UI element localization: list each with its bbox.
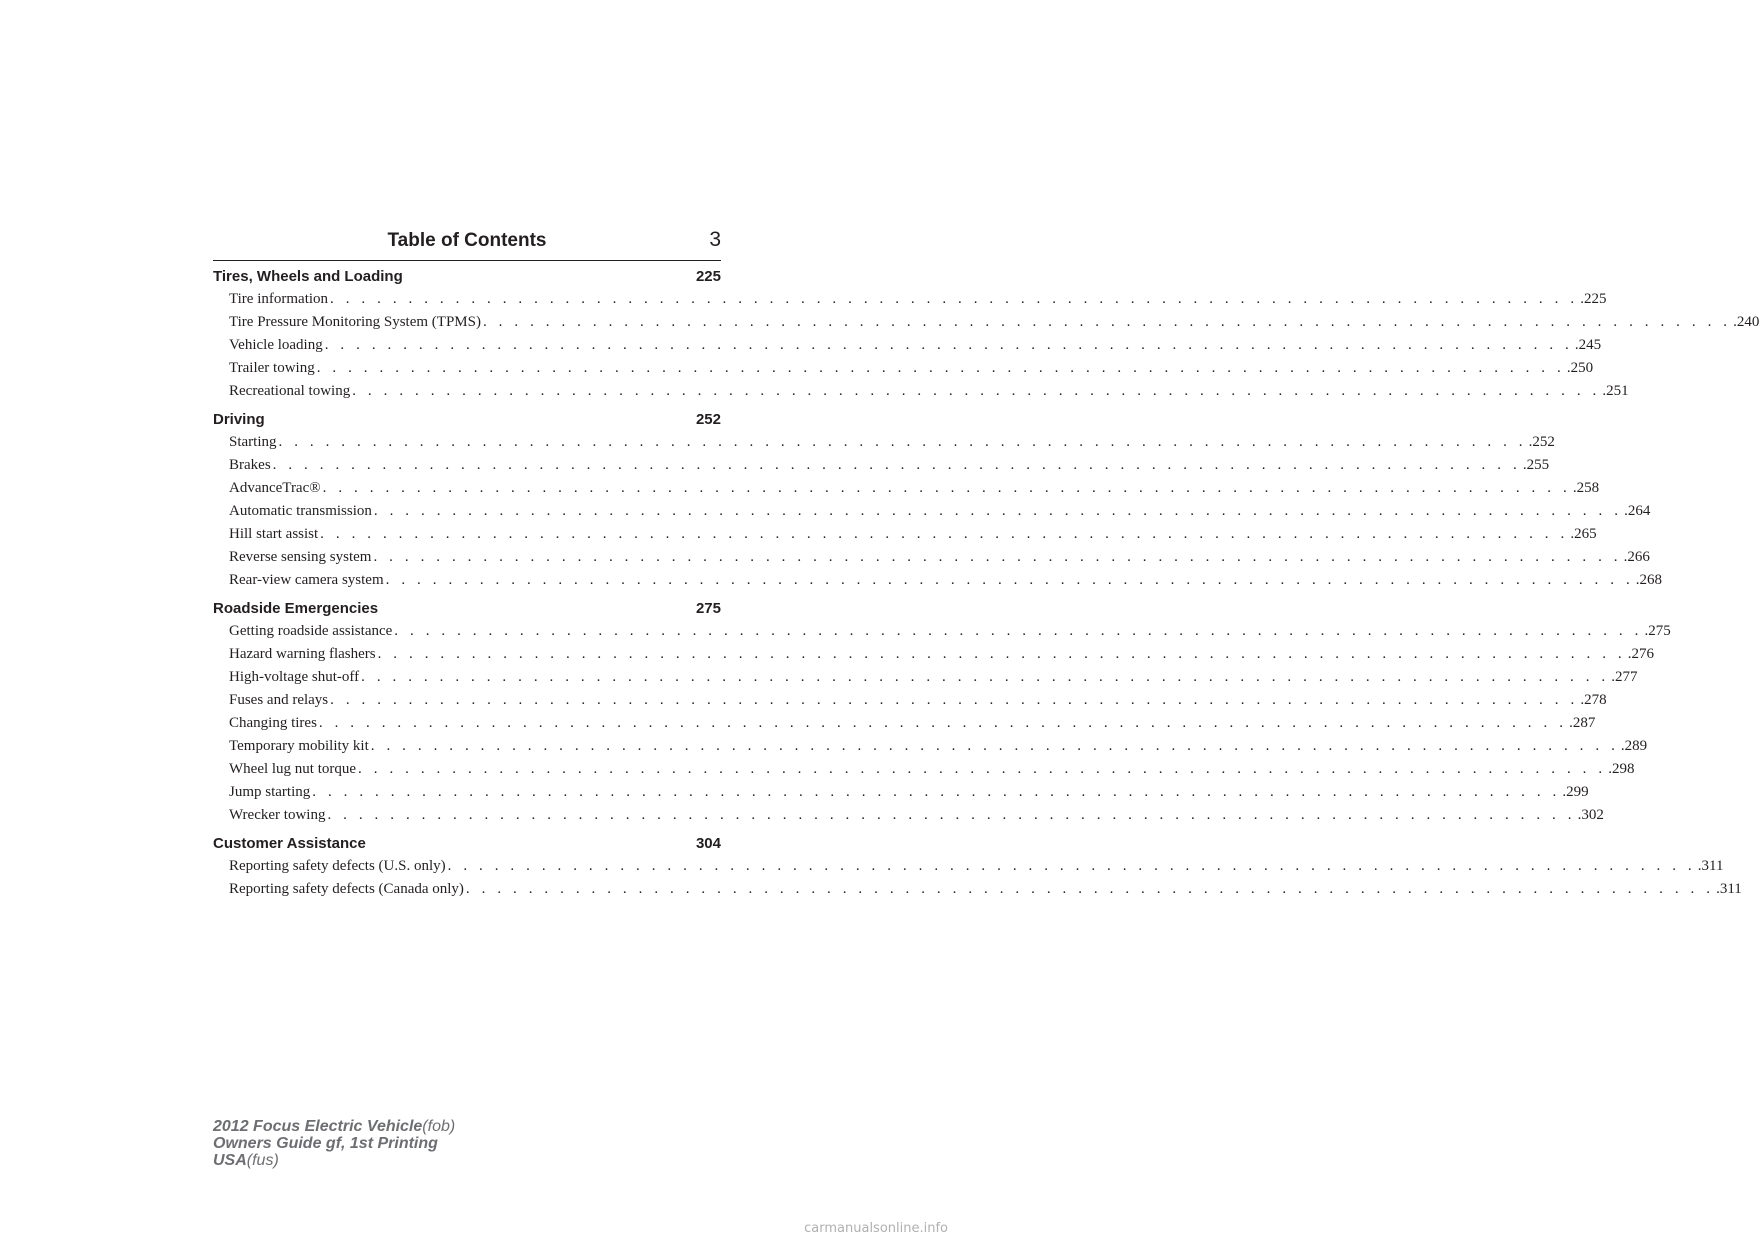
entry-label: Tire Pressure Monitoring System (TPMS) (229, 314, 481, 330)
dot-leader: . . . . . . . . . . . . . . . . . . . . . . . . . . . . . . . . . . . . . . . . . . . . . . . . . . . . . . . . . . . . . . . . . . . . . . . . . . . . . . . . (447, 858, 1696, 874)
section-title: Customer Assistance (213, 835, 366, 852)
page-title: Table of Contents (387, 230, 547, 251)
toc-entry[interactable] (213, 434, 1555, 457)
footer-model: 2012 Focus Electric Vehicle (213, 1118, 423, 1135)
footer-model-code: (fob) (422, 1118, 456, 1135)
entry-label: Changing tires (229, 715, 317, 731)
section-page: 225 (695, 268, 721, 285)
dot-leader: . . . . . . . . . . . . . . . . . . . . . . . . . . . . . . . . . . . . . . . . . . . . . . . . . . . . . . . . . . . . . . . . . . . . . . . . . . . . . . . . (385, 572, 1634, 588)
toc-entry[interactable] (213, 503, 1651, 526)
entry-page: .277 (1611, 669, 1638, 685)
toc-section-heading[interactable] (213, 268, 721, 291)
dot-leader: . . . . . . . . . . . . . . . . . . . . . . . . . . . . . . . . . . . . . . . . . . . . . . . . . . . . . . . . . . . . . . . . . . . . . . . . . . . . . . . . (312, 784, 1561, 800)
dot-leader: . . . . . . . . . . . . . . . . . . . . . . . . . . . . . . . . . . . . . . . . . . . . . . . . . . . . . . . . . . . . . . . . . . . . . . . . . . . . . . . . (373, 549, 1622, 565)
toc-entry[interactable] (213, 807, 1604, 830)
entry-label: Hazard warning flashers (229, 646, 376, 662)
entry-label: High-voltage shut-off (229, 669, 360, 685)
entry-page: .275 (1644, 623, 1671, 639)
page-number: 3 (709, 228, 721, 251)
toc-entry[interactable] (213, 457, 1550, 480)
toc-entry[interactable] (213, 480, 1600, 503)
entry-label: Starting (229, 434, 277, 450)
section-title: Driving (213, 411, 265, 428)
entry-label: Hill start assist (229, 526, 319, 542)
entry-label: Trailer towing (229, 360, 315, 376)
entry-label: Automatic transmission (229, 503, 372, 519)
toc-entry[interactable] (213, 715, 1596, 738)
section-page: 252 (695, 411, 721, 428)
entry-page: .265 (1570, 526, 1597, 542)
footer-market: USA (213, 1152, 247, 1169)
entry-page: .311 (1716, 881, 1742, 897)
entry-page: .299 (1562, 784, 1589, 800)
entry-label: Reporting safety defects (Canada only) (229, 881, 464, 897)
entry-page: .266 (1623, 549, 1650, 565)
toc-entry[interactable] (213, 549, 1650, 572)
entry-label: Getting roadside assistance (229, 623, 393, 639)
entry-page: .278 (1580, 692, 1607, 708)
toc-entry[interactable] (213, 291, 1607, 314)
entry-page: .252 (1528, 434, 1555, 450)
toc-section-heading[interactable] (213, 600, 721, 623)
watermark: carmanualsonline.info (804, 1221, 948, 1236)
toc-section (213, 268, 1759, 406)
toc-entry[interactable] (213, 692, 1607, 715)
dot-leader: . . . . . . . . . . . . . . . . . . . . . . . . . . . . . . . . . . . . . . . . . . . . . . . . . . . . . . . . . . . . . . . . . . . . . . . . . . . . . . . . (465, 881, 1715, 897)
toc-entry[interactable] (213, 572, 1663, 595)
toc-entry[interactable] (213, 784, 1589, 807)
entry-label: Fuses and relays (229, 692, 329, 708)
toc-entry[interactable] (213, 761, 1635, 784)
entry-page: .240 (1733, 314, 1759, 330)
toc-entry[interactable] (213, 881, 1742, 904)
toc-entry[interactable] (213, 858, 1724, 881)
entry-label: Rear-view camera system (229, 572, 384, 588)
dot-leader: . . . . . . . . . . . . . . . . . . . . . . . . . . . . . . . . . . . . . . . . . . . . . . . . . . . . . . . . . . . . . . . . . . . . . . . . . . . . . . . . (358, 761, 1607, 777)
page-header (213, 228, 721, 261)
toc-section-heading[interactable] (213, 411, 721, 434)
toc-entry[interactable] (213, 738, 1648, 761)
table-of-contents (213, 268, 1759, 904)
dot-leader: . . . . . . . . . . . . . . . . . . . . . . . . . . . . . . . . . . . . . . . . . . . . . . . . . . . . . . . . . . . . . . . . . . . . . . . . . . . . . . . . (370, 738, 1619, 754)
dot-leader: . . . . . . . . . . . . . . . . . . . . . . . . . . . . . . . . . . . . . . . . . . . . . . . . . . . . . . . . . . . . . . . . . . . . . . . . . . . . . . . . (327, 807, 1576, 823)
entry-page: .251 (1602, 383, 1629, 399)
toc-entry[interactable] (213, 360, 1594, 383)
toc-section (213, 411, 1663, 595)
footer-market-code: (fus) (246, 1152, 279, 1169)
entry-page: .250 (1566, 360, 1594, 376)
section-title: Roadside Emergencies (213, 600, 379, 617)
toc-entry[interactable] (213, 623, 1671, 646)
entry-label: Wheel lug nut torque (229, 761, 357, 777)
entry-page: .298 (1608, 761, 1635, 777)
toc-section (213, 600, 1671, 830)
dot-leader: . . . . . . . . . . . . . . . . . . . . . . . . . . . . . . . . . . . . . . . . . . . . . . . . . . . . . . . . . . . . . . . . . . . . . . . . . . . . . . . . (322, 480, 1571, 496)
dot-leader: . . . . . . . . . . . . . . . . . . . . . . . . . . . . . . . . . . . . . . . . . . . . . . . . . . . . . . . . . . . . . . . . . . . . . . . . . . . . . . . . (324, 337, 1573, 353)
entry-page: .311 (1697, 858, 1724, 874)
dot-leader: . . . . . . . . . . . . . . . . . . . . . . . . . . . . . . . . . . . . . . . . . . . . . . . . . . . . . . . . . . . . . . . . . . . . . . . . . . . . . . . . (373, 503, 1623, 519)
dot-leader: . . . . . . . . . . . . . . . . . . . . . . . . . . . . . . . . . . . . . . . . . . . . . . . . . . . . . . . . . . . . . . . . . . . . . . . . . . . . . . . . (482, 314, 1732, 330)
dot-leader: . . . . . . . . . . . . . . . . . . . . . . . . . . . . . . . . . . . . . . . . . . . . . . . . . . . . . . . . . . . . . . . . . . . . . . . . . . . . . . . . (316, 360, 1565, 376)
entry-page: .258 (1572, 480, 1600, 496)
entry-label: Temporary mobility kit (229, 738, 369, 754)
toc-entry[interactable] (213, 669, 1638, 692)
section-page: 275 (695, 600, 721, 617)
entry-label: Reverse sensing system (229, 549, 372, 565)
entry-page: .289 (1620, 738, 1648, 754)
entry-label: AdvanceTrac® (229, 480, 321, 496)
entry-page: .287 (1569, 715, 1596, 731)
entry-label: Tire information (229, 291, 329, 307)
toc-section (213, 835, 1742, 904)
dot-leader: . . . . . . . . . . . . . . . . . . . . . . . . . . . . . . . . . . . . . . . . . . . . . . . . . . . . . . . . . . . . . . . . . . . . . . . . . . . . . . . . (361, 669, 1610, 685)
entry-page: .245 (1574, 337, 1602, 353)
entry-page: .268 (1635, 572, 1663, 588)
entry-page: .302 (1577, 807, 1604, 823)
entry-label: Vehicle loading (229, 337, 323, 353)
dot-leader: . . . . . . . . . . . . . . . . . . . . . . . . . . . . . . . . . . . . . . . . . . . . . . . . . . . . . . . . . . . . . . . . . . . . . . . . . . . . . . . . (330, 291, 1579, 307)
toc-entry[interactable] (213, 526, 1597, 549)
dot-leader: . . . . . . . . . . . . . . . . . . . . . . . . . . . . . . . . . . . . . . . . . . . . . . . . . . . . . . . . . . . . . . . . . . . . . . . . . . . . . . . . (318, 715, 1568, 731)
dot-leader: . . . . . . . . . . . . . . . . . . . . . . . . . . . . . . . . . . . . . . . . . . . . . . . . . . . . . . . . . . . . . . . . . . . . . . . . . . . . . . . . (278, 434, 1527, 450)
entry-page: .225 (1580, 291, 1607, 307)
entry-label: Brakes (229, 457, 271, 473)
dot-leader: . . . . . . . . . . . . . . . . . . . . . . . . . . . . . . . . . . . . . . . . . . . . . . . . . . . . . . . . . . . . . . . . . . . . . . . . . . . . . . . . (330, 692, 1579, 708)
toc-entry[interactable] (213, 383, 1629, 406)
section-page: 304 (695, 835, 721, 852)
toc-entry[interactable] (213, 314, 1759, 337)
entry-label: Wrecker towing (229, 807, 326, 823)
toc-entry[interactable] (213, 337, 1602, 360)
dot-leader: . . . . . . . . . . . . . . . . . . . . . . . . . . . . . . . . . . . . . . . . . . . . . . . . . . . . . . . . . . . . . . . . . . . . . . . . . . . . . . . . (320, 526, 1569, 542)
toc-section-heading[interactable] (213, 835, 721, 858)
entry-label: Reporting safety defects (U.S. only) (229, 858, 446, 874)
section-title: Tires, Wheels and Loading (213, 268, 403, 285)
entry-label: Jump starting (229, 784, 311, 800)
dot-leader: . . . . . . . . . . . . . . . . . . . . . . . . . . . . . . . . . . . . . . . . . . . . . . . . . . . . . . . . . . . . . . . . . . . . . . . . . . . . . . . . (394, 623, 1643, 639)
dot-leader: . . . . . . . . . . . . . . . . . . . . . . . . . . . . . . . . . . . . . . . . . . . . . . . . . . . . . . . . . . . . . . . . . . . . . . . . . . . . . . . . (352, 383, 1601, 399)
document-footer (213, 1118, 455, 1169)
entry-page: .255 (1522, 457, 1550, 473)
footer-guide: Owners Guide gf, 1st Printing (213, 1135, 438, 1152)
entry-page: .264 (1624, 503, 1651, 519)
toc-entry[interactable] (213, 646, 1655, 669)
dot-leader: . . . . . . . . . . . . . . . . . . . . . . . . . . . . . . . . . . . . . . . . . . . . . . . . . . . . . . . . . . . . . . . . . . . . . . . . . . . . . . . . (272, 457, 1521, 473)
entry-page: .276 (1627, 646, 1655, 662)
dot-leader: . . . . . . . . . . . . . . . . . . . . . . . . . . . . . . . . . . . . . . . . . . . . . . . . . . . . . . . . . . . . . . . . . . . . . . . . . . . . . . . . (377, 646, 1626, 662)
entry-label: Recreational towing (229, 383, 351, 399)
